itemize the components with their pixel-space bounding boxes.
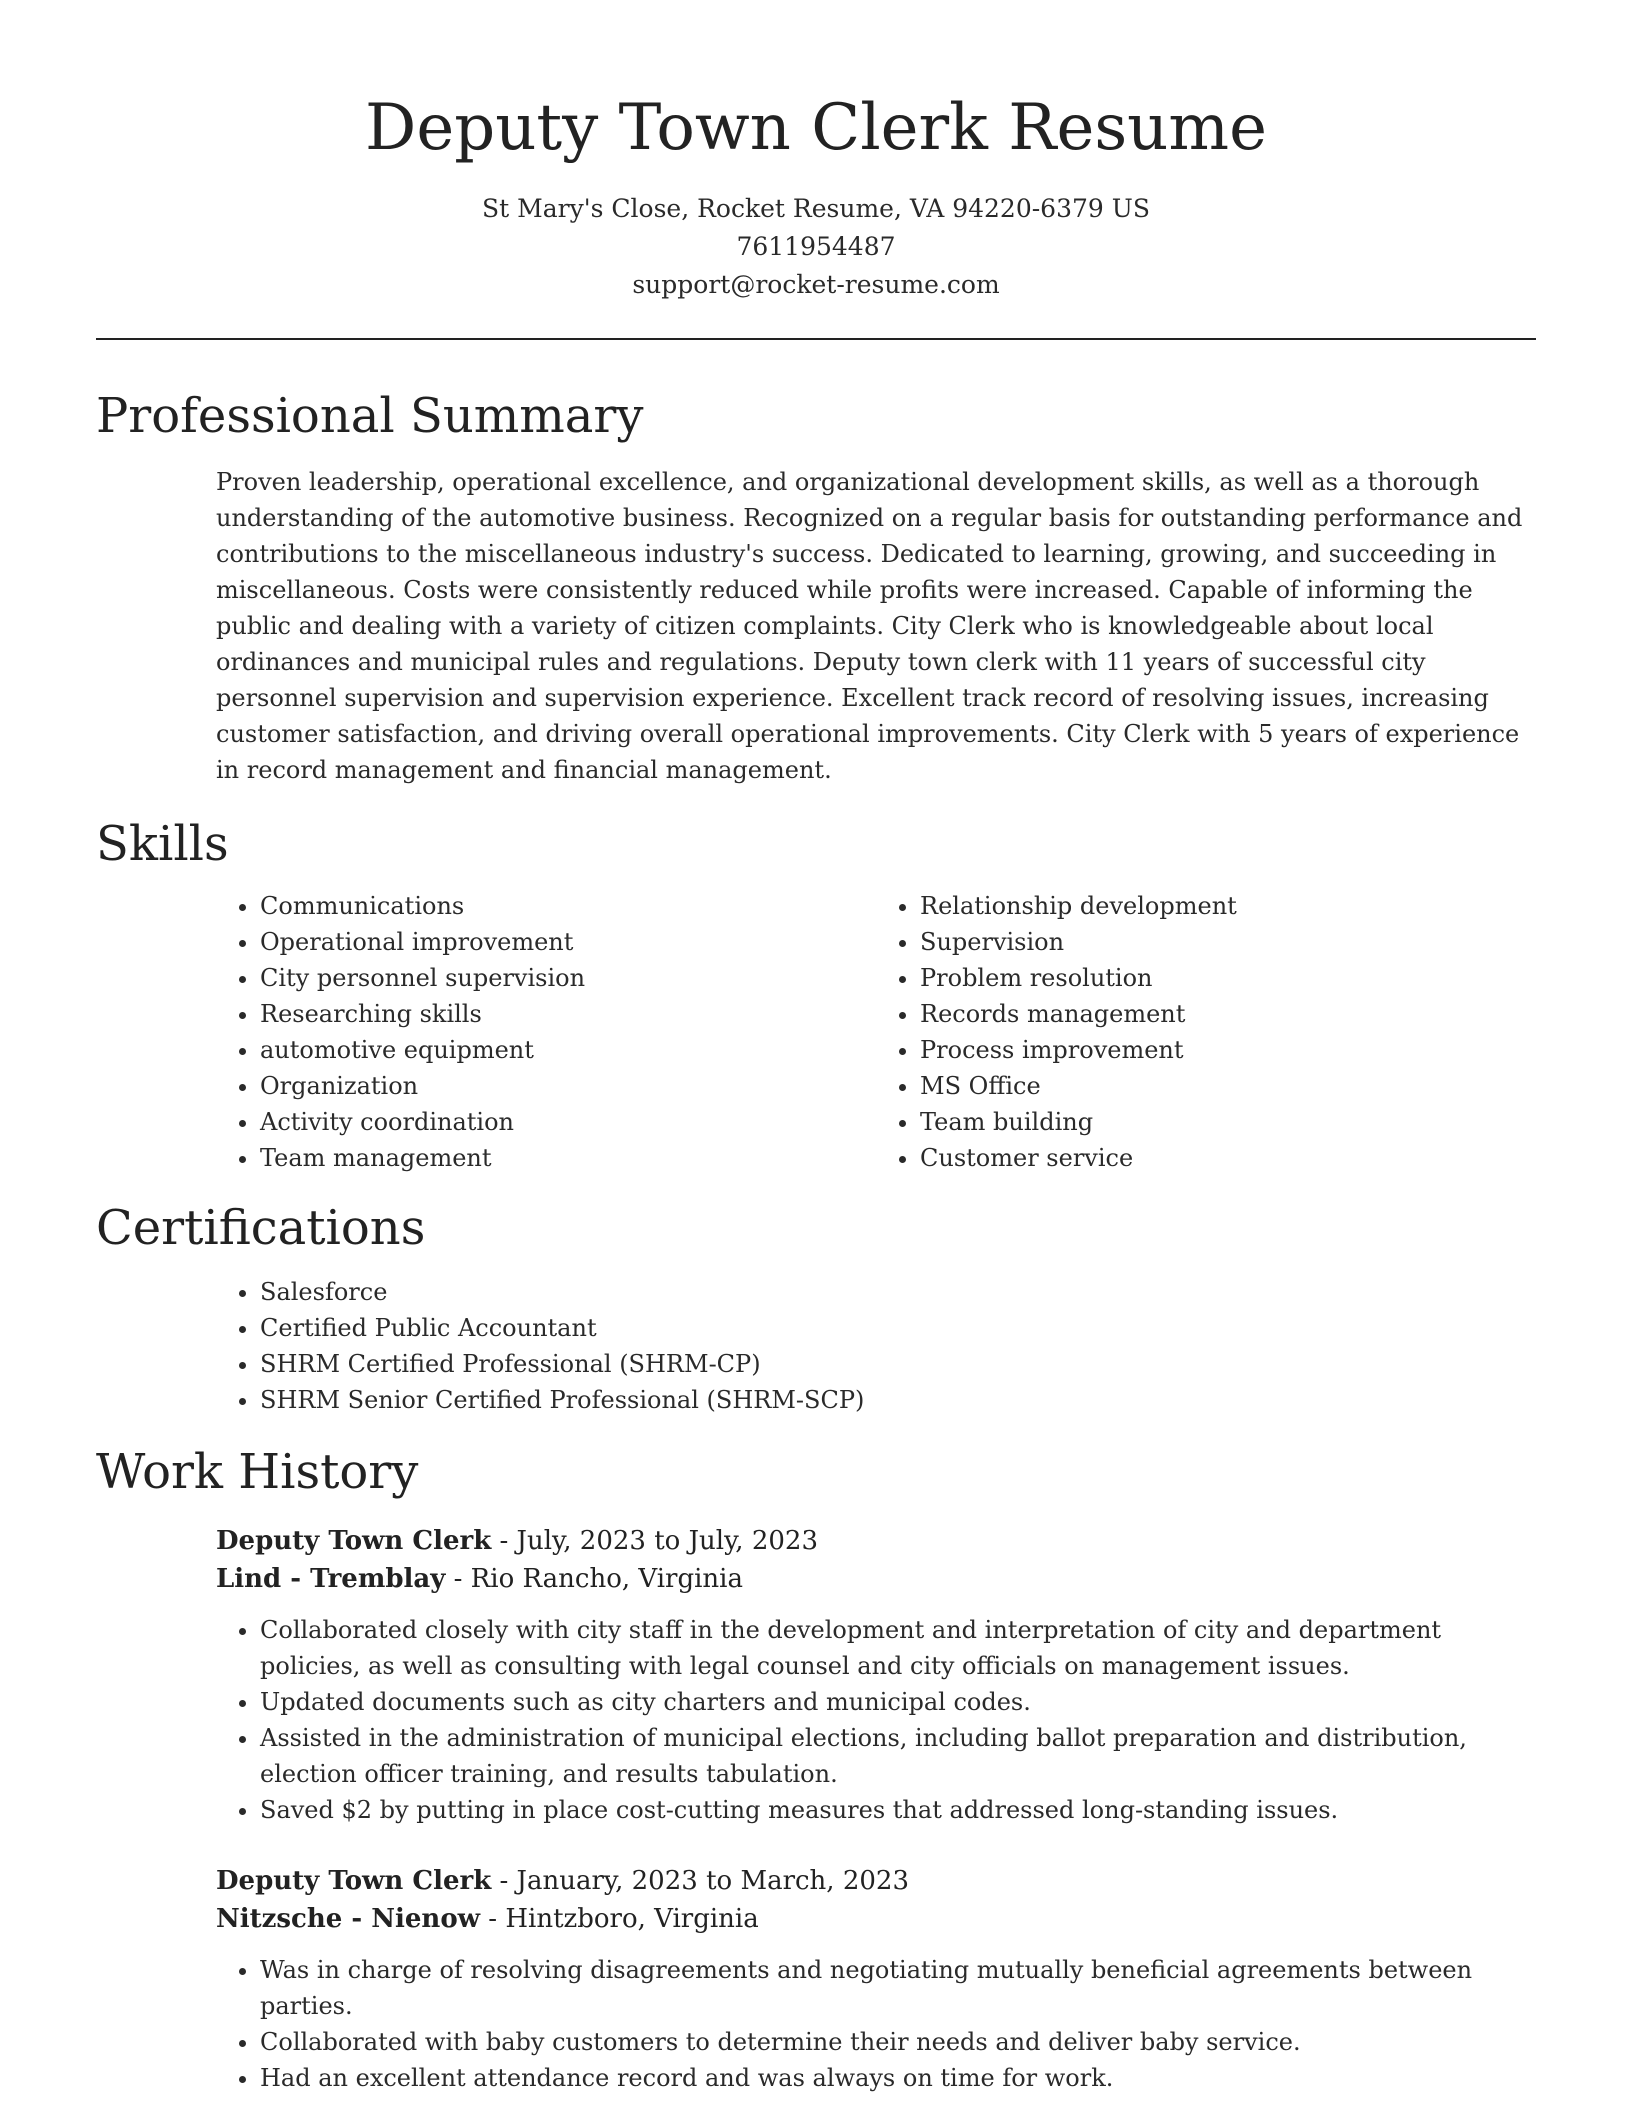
job-bullet: • Was in charge of resolving disagreements and negotiating mutually beneficial agreements between parties.	[260, 1952, 1536, 2024]
skill-item: • Activity coordination	[260, 1104, 876, 1140]
page-title: Deputy Town Clerk Resume	[365, 91, 1267, 165]
job-position: Deputy Town Clerk	[216, 1866, 492, 1896]
skill-item: • Records management	[920, 996, 1536, 1032]
skill-item: • Customer service	[920, 1140, 1536, 1176]
job-bullets	[216, 1952, 1536, 2096]
skill-item: • Problem resolution	[920, 960, 1536, 996]
job-bullet: • Had an excellent attendance record and was always on time for work.	[260, 2060, 1536, 2096]
skill-item: • MS Office	[920, 1068, 1536, 1104]
job-dates: - January, 2023 to March, 2023	[491, 1866, 909, 1896]
certification-item: • SHRM Certified Professional (SHRM-CP)	[260, 1346, 1632, 1382]
job-position: Deputy Town Clerk	[216, 1526, 492, 1556]
job-location: - Rio Rancho, Virginia	[445, 1564, 743, 1594]
job-bullet: • Collaborated closely with city staff in the development and interpretation of city and department policies, as well as consulting with legal counsel and city officials on management issues.	[260, 1612, 1536, 1684]
skill-item: • Communications	[260, 888, 876, 924]
job-bullet: • Updated documents such as city charters and municipal codes.	[260, 1684, 1536, 1720]
skill-item: • Operational improvement	[260, 924, 876, 960]
job-bullet: • Collaborated with baby customers to determine their needs and deliver baby service.	[260, 2024, 1536, 2060]
job-company: Lind - Tremblay	[216, 1564, 446, 1594]
job-company-line	[216, 1900, 1536, 1938]
skill-item: • automotive equipment	[260, 1032, 876, 1068]
work-history-heading: Work History	[96, 1444, 419, 1500]
certifications-list	[216, 1274, 1632, 1418]
skill-item: • Supervision	[920, 924, 1536, 960]
certifications-heading: Certifications	[96, 1200, 426, 1256]
job-bullets	[216, 1612, 1536, 1828]
certification-item: • Certified Public Accountant	[260, 1310, 1632, 1346]
job-location: - Hintzboro, Virginia	[480, 1904, 759, 1934]
skill-item: • Organization	[260, 1068, 876, 1104]
job-bullet: • Saved $2 by putting in place cost-cutting measures that addressed long-standing issues.	[260, 1792, 1536, 1828]
job-title-line	[216, 1862, 1536, 1900]
skill-item: • Relationship development	[920, 888, 1536, 924]
job-company-line	[216, 1560, 1536, 1598]
skills-column-left	[216, 888, 876, 1176]
job-title-line	[216, 1522, 1536, 1560]
skills-heading: Skills	[96, 816, 229, 872]
job-entry	[216, 1522, 1536, 1828]
header-divider	[96, 338, 1536, 340]
skill-item: • Researching skills	[260, 996, 876, 1032]
job-bullet: • Assisted in the administration of municipal elections, including ballot preparation and distribution, election officer training, and results tabulation.	[260, 1720, 1536, 1792]
job-company: Nitzsche - Nienow	[216, 1904, 481, 1934]
job-entry	[216, 1862, 1536, 2096]
skills-list	[216, 888, 1536, 1176]
phone-text: 7611954487	[736, 232, 896, 261]
summary-text: Proven leadership, operational excellence, and organizational development skills, as well as a thorough understanding of the automotive business. Recognized on a regular basis for outstanding performance and contributions to the miscellaneous industry's success. Dedicated to learning, growing, and succeeding in miscellaneous. Costs were consistently reduced while profits were increased. Capable of informing the public and dealing with a variety of citizen complaints. City Clerk who is knowledgeable about local ordinances and municipal rules and regulations. Deputy town clerk with 11 years of successful city personnel supervision and supervision experience. Excellent track record of resolving issues, increasing customer satisfaction, and driving overall operational improvements. City Clerk with 5 years of experience in record management and financial management.	[216, 468, 1523, 784]
skills-column-right	[876, 888, 1536, 1176]
skill-item: • City personnel supervision	[260, 960, 876, 996]
summary-heading: Professional Summary	[96, 388, 644, 444]
skill-item: • Process improvement	[920, 1032, 1536, 1068]
address-text: St Mary's Close, Rocket Resume, VA 94220-6379 US	[482, 194, 1150, 223]
certification-item: • Salesforce	[260, 1274, 1632, 1310]
job-dates: - July, 2023 to July, 2023	[491, 1526, 818, 1556]
certification-item: • SHRM Senior Certified Professional (SHRM-SCP)	[260, 1382, 1632, 1418]
skill-item: • Team building	[920, 1104, 1536, 1140]
resume-header	[0, 0, 1632, 304]
skill-item: • Team management	[260, 1140, 876, 1176]
contact-info	[0, 190, 1632, 304]
email-text: support@rocket-resume.com	[632, 270, 1000, 299]
